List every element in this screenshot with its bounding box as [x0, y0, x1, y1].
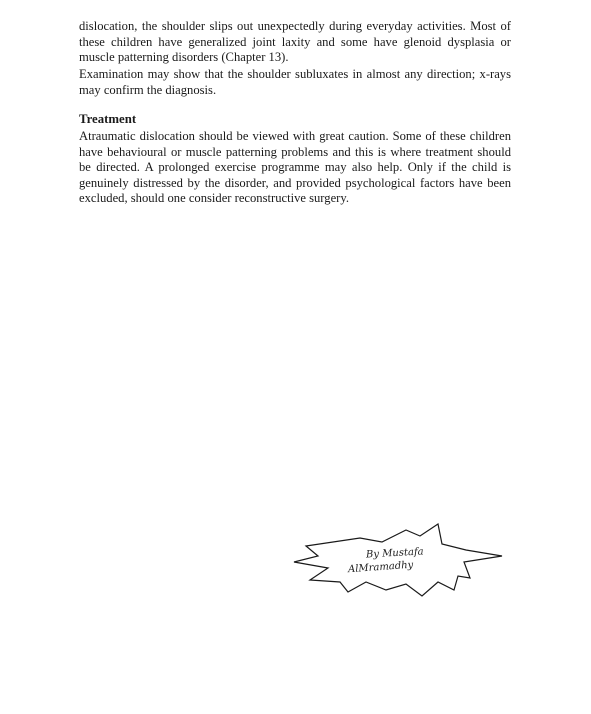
body-paragraph: Examination may show that the shoulder subluxates in almost any direction; x-rays may confirm the diagnosis.	[79, 67, 511, 97]
stamp-text-line-2: AlMramadhy	[347, 559, 414, 576]
treatment-paragraph: Atraumatic dislocation should be viewed with great caution. Some of these children have behavioural or muscle patterning problems and this is where treatment should be directed. A prolonged exercise programme may also help. Only if the child is genuinely distressed by the disorder, and provided psychological factors have been excluded, should one consider reconstructive surgery.	[79, 129, 511, 206]
stamp-text-line-1: By Mustafa	[365, 546, 424, 561]
body-paragraph: dislocation, the shoulder slips out unexpectedly during everyday activities. Most of these children have generalized joint laxity and some have glenoid dysplasia or muscle patterning disorders (Chapter 13).	[79, 19, 511, 65]
author-stamp	[288, 520, 508, 600]
section-heading-treatment: Treatment	[79, 112, 137, 126]
